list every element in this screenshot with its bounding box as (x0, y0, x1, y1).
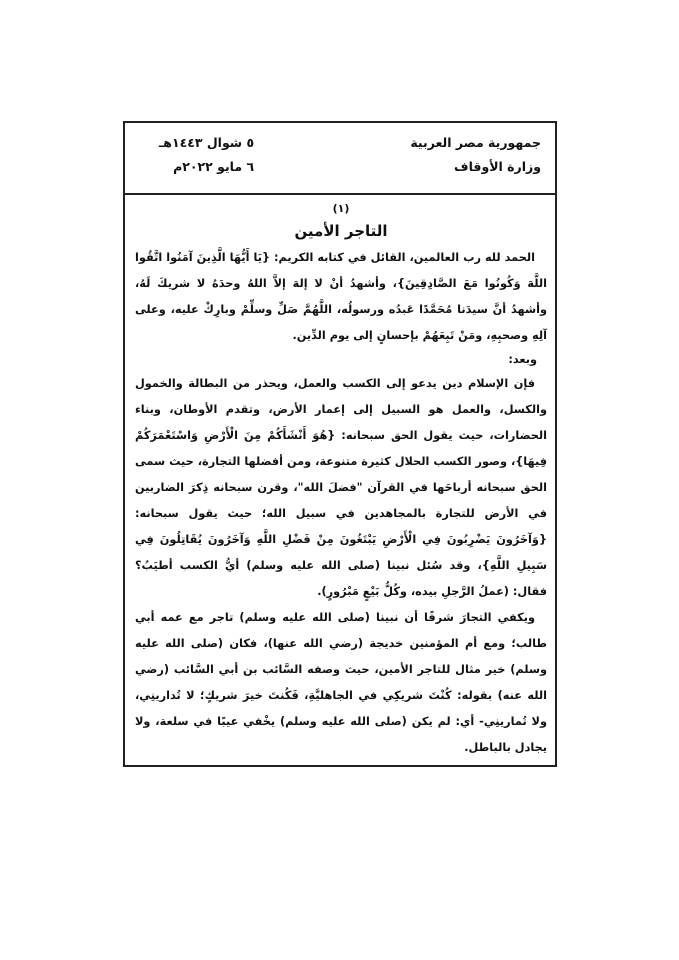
document-frame (123, 121, 557, 767)
hijri-date: ٥ شوال ١٤٤٣هـ (159, 135, 255, 150)
sermon-title: التاجر الأمين (294, 222, 388, 240)
country-name: جمهورية مصر العربية (410, 135, 541, 150)
issuer-block (410, 131, 541, 179)
sermon-content (135, 201, 547, 761)
sermon-number: (١) (332, 202, 350, 215)
wa-baad-label: وبعد: (508, 353, 537, 366)
gregorian-date: ٦ مايو ٢٠٢٢م (173, 159, 255, 174)
sermon-body-paragraph-2: ويكفي التجارَ شرفًا أن نبينا (صلى الله عليه وسلم) تاجر مع عمه أبي طالب؛ ومع أم المؤمنين خديجة (رضي الله عنها)، فكان (صلى الله عليه وسلم) خير مثال للتاجر الأمين، حيث وصفه السَّائب بن أبي السَّائب (رضي الله عنه) بقوله: كُنْتَ شريكِي في الجاهليَّةِ، فَكُنتَ خيرَ شريكٍ؛ لا تُدارينِي، ولا تُمارينِي- أي: لم يكن (صلى الله عليه وسلم) يخْفي عيبًا في سلعة، ولا يجادل بالباطل. (135, 611, 547, 754)
document-header (125, 123, 555, 195)
sermon-intro: الحمد لله رب العالمين، القائل في كتابه الكريم: {يَا أَيُّهَا الَّذِينَ آمَنُوا اتَّقُوا اللَّهَ وَكُونُوا مَعَ الصَّادِقِينَ}، وأشهدُ أنْ لا إلهَ إلاَّ اللهُ وحدَهُ لا شريكَ لَهُ، وأشهدُ أنَّ سيدَنا مُحَمَّدًا عَبدُه ورسولُه، اللَّهُمَّ صَلِّ وسلِّمْ وبارِكْ عليه، وعلى آلِهِ وصحبِهِ، ومَنْ تَبِعَهُمْ بإحسانٍ إلى يوم الدِّين. (135, 251, 547, 342)
sermon-body-paragraph-1: فإن الإسلام دين يدعو إلى الكسب والعمل، ويحذر من البطالة والخمول والكسل، والعمل هو السبيل إلى إعمار الأرض، وتقدم الأوطان، وبناء الحضارات، حيث يقول الحق سبحانه: {هُوَ أَنْشَأَكُمْ مِنَ الْأَرْضِ وَاسْتَعْمَرَكُمْ فِيهَا}، وصور الكسب الحلال كثيرة متنوعة، ومن أفضلها التجارة، حيث سمى الحق سبحانه أرباحَها في القرآن "فضلَ الله"، وقرن سبحانه ذِكرَ الضاربين في الأرض للتجارة بالمجاهدين في سبيل الله؛ حيث يقول سبحانه: {وَآخَرُونَ يَضْرِبُونَ فِي الْأَرْضِ يَبْتَغُونَ مِنْ فَضْلِ اللَّهِ وَآخَرُونَ يُقَاتِلُونَ فِي سَبِيلِ اللَّهِ}، وقد سُئل نبينا (صلى الله عليه وسلم) أيُّ الكسب أطيَبُ؟ فقال: (عملُ الرَّجلِ بيده، وكُلُّ بَيْعٍ مَبْرُورٍ). (135, 377, 547, 598)
date-block (159, 131, 254, 179)
ministry-name: وزارة الأوقاف (454, 159, 541, 174)
